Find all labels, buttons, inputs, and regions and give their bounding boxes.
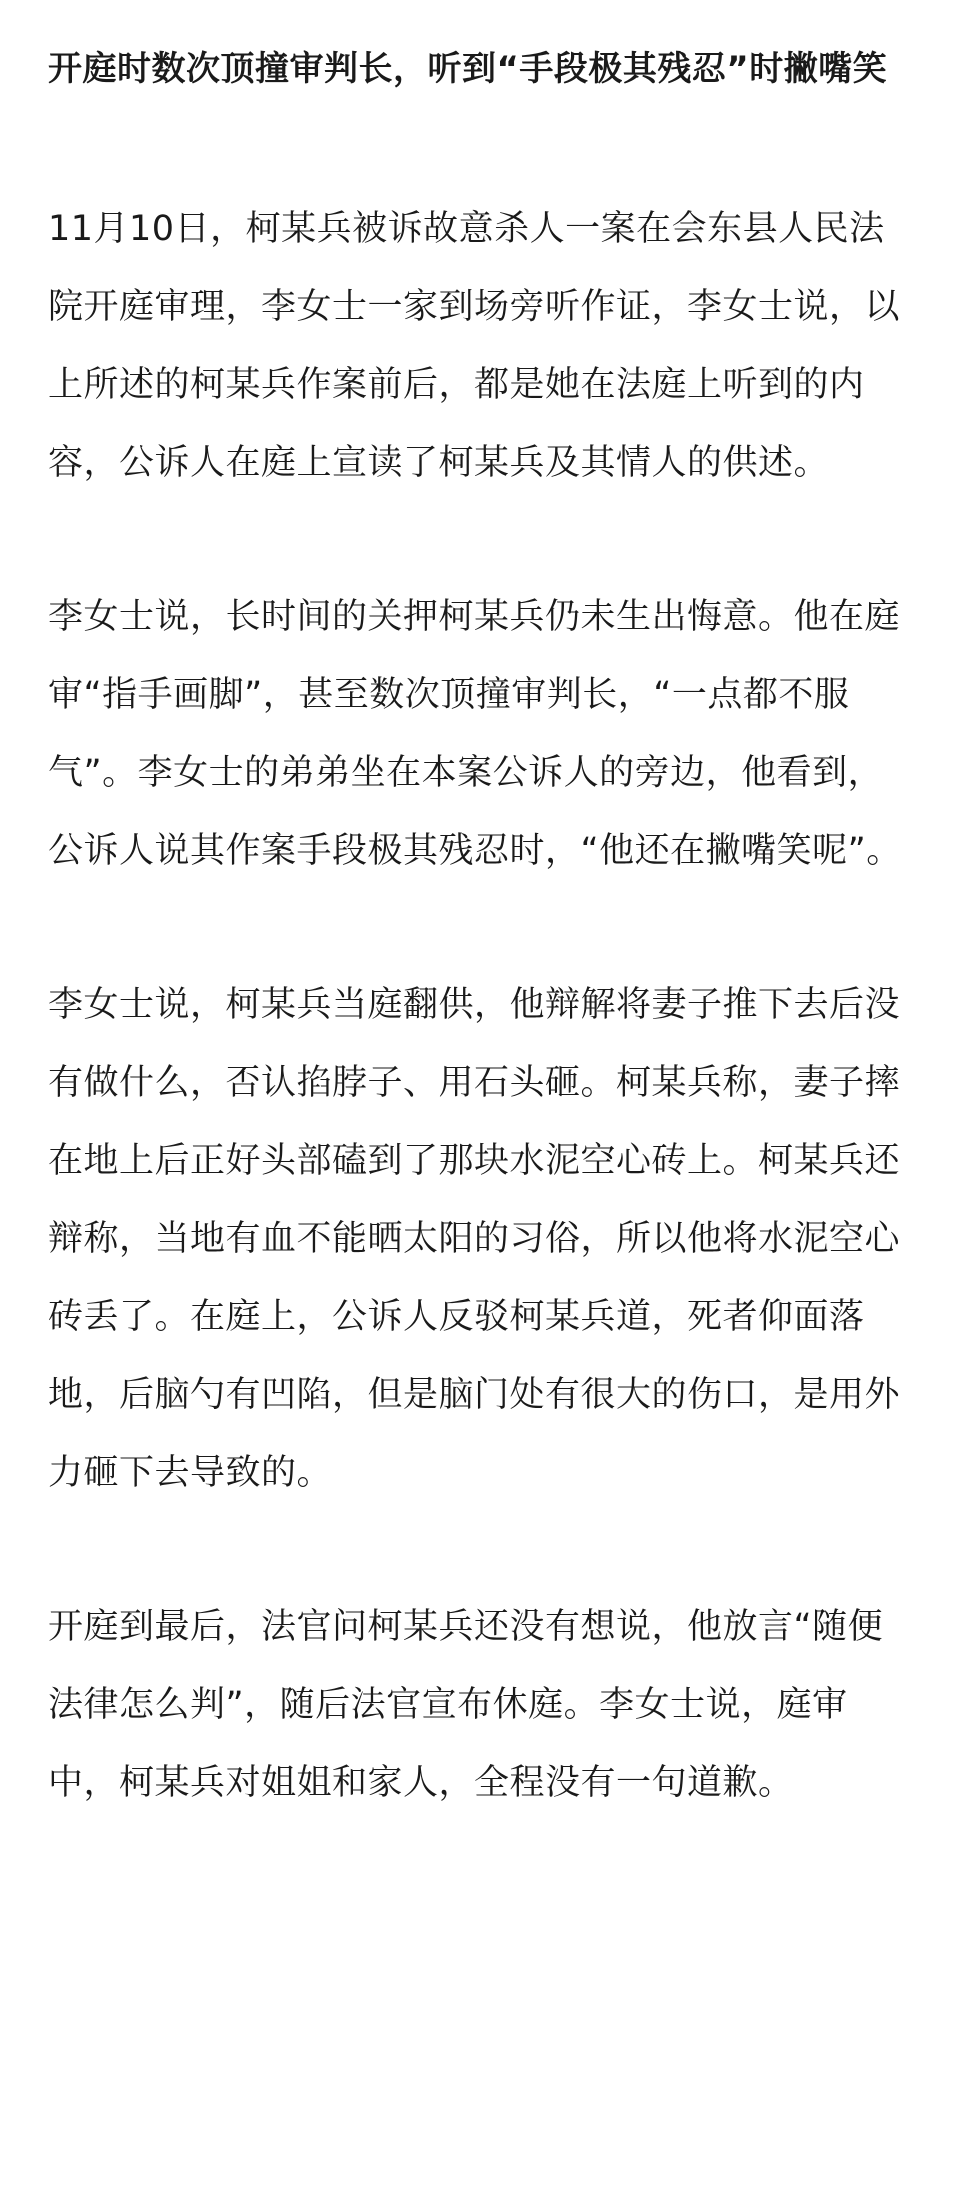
spacer	[48, 1512, 912, 1588]
paragraph-3: 李女士说，柯某兵当庭翻供，他辩解将妻子推下去后没有做什么，否认掐脖子、用石头砸。柯某兵称，妻子摔在地上后正好头部磕到了那块水泥空心砖上。柯某兵还辩称，当地有血不能晒太阳的习俗，所以他将水泥空心砖丢了。在庭上，公诉人反驳柯某兵道，死者仰面落地，后脑勺有凹陷，但是脑门处有很大的伤口，是用外力砸下去导致的。	[48, 985, 901, 1493]
paragraph-2: 李女士说，长时间的关押柯某兵仍未生出悔意。他在庭审“指手画脚”，甚至数次顶撞审判长，“一点都不服气”。李女士的弟弟坐在本案公诉人的旁边，他看到，公诉人说其作案手段极其残忍时，“他还在撇嘴笑呢”。	[48, 597, 902, 871]
paragraph-1: 11月10日，柯某兵被诉故意杀人一案在会东县人民法院开庭审理，李女士一家到场旁听作证，李女士说，以上所述的柯某兵作案前后，都是她在法庭上听到的内容，公诉人在庭上宣读了柯某兵及其情人的供述。	[48, 209, 901, 483]
spacer	[48, 502, 912, 578]
spacer	[48, 108, 912, 190]
article-title: 开庭时数次顶撞审判长，听到“手段极其残忍”时撇嘴笑	[48, 49, 888, 89]
paragraph-4: 开庭到最后，法官问柯某兵还没有想说，他放言“随便法律怎么判”，随后法官宣布休庭。李女士说，庭审中，柯某兵对姐姐和家人，全程没有一句道歉。	[48, 1607, 884, 1803]
spacer	[48, 890, 912, 966]
